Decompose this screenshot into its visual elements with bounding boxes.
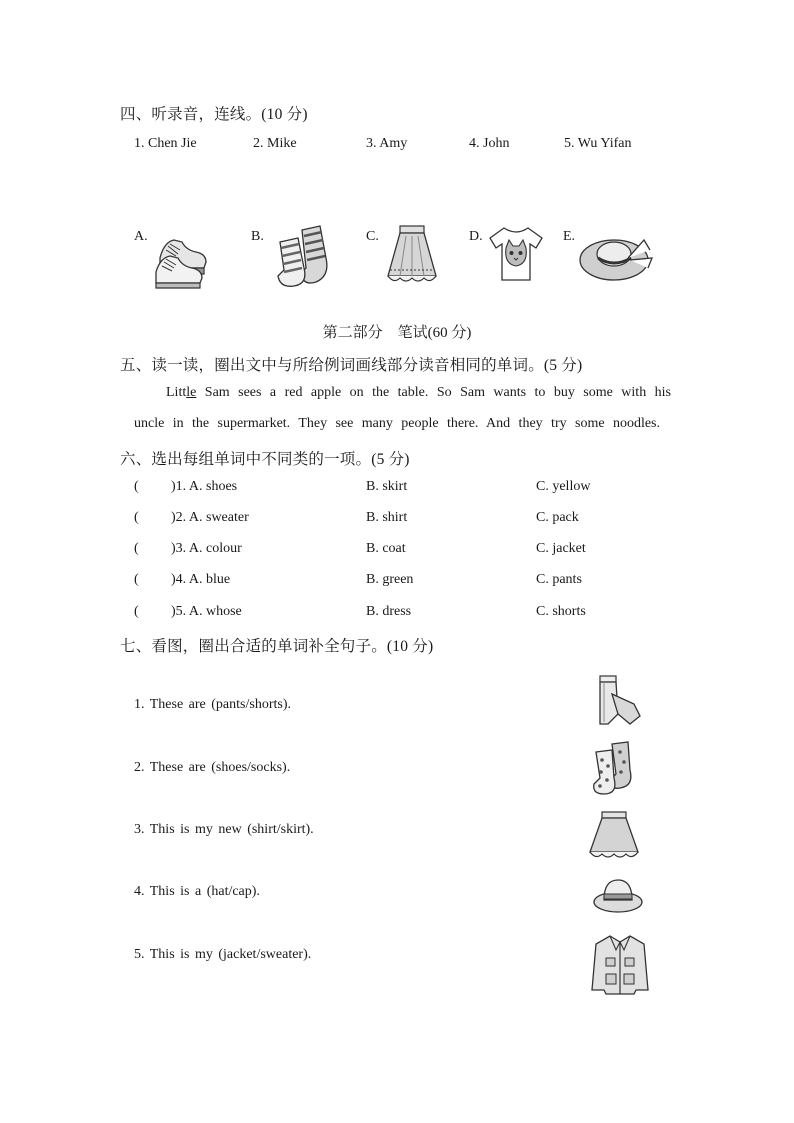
example-word-prefix: Litt <box>166 385 187 400</box>
part4-heading: 四、听录音，连线。(10 分) <box>120 106 308 123</box>
sneakers-icon <box>152 228 212 290</box>
skirt-icon <box>586 810 642 862</box>
socks-icon <box>590 740 640 796</box>
cat-tshirt-icon <box>488 224 544 282</box>
answer-paren: ( <box>134 479 139 494</box>
letter-d: D. <box>469 229 483 244</box>
answer-paren: ( <box>134 572 139 587</box>
part7-heading: 七、看图，圈出合适的单词补全句子。(10 分) <box>120 638 434 655</box>
answer-paren: ( <box>134 541 139 556</box>
letter-b: B. <box>251 229 264 244</box>
option-b: B. skirt <box>366 479 408 494</box>
question-option-a: )1. A. shoes <box>171 479 238 494</box>
hat-icon <box>592 874 644 916</box>
answer-paren: ( <box>134 604 139 619</box>
sentence-3: 3. This is my new (shirt/skirt). <box>134 822 314 837</box>
name-4: 4. John <box>469 136 510 151</box>
option-b: B. dress <box>366 604 412 619</box>
part5-line1 <box>166 385 671 401</box>
answer-paren: ( <box>134 510 139 525</box>
question-option-a: )3. A. colour <box>171 541 242 556</box>
question-option-a: )5. A. whose <box>171 604 242 619</box>
sentence-1: 1. These are (pants/shorts). <box>134 697 291 712</box>
letter-c: C. <box>366 229 379 244</box>
jacket-icon <box>590 932 650 996</box>
question-option-a: )2. A. sweater <box>171 510 249 525</box>
option-b: B. shirt <box>366 510 408 525</box>
sentence-4: 4. This is a (hat/cap). <box>134 884 260 899</box>
option-c: C. shorts <box>536 604 586 619</box>
name-3: 3. Amy <box>366 136 408 151</box>
name-5: 5. Wu Yifan <box>564 136 632 151</box>
option-b: B. green <box>366 572 414 587</box>
option-b: B. coat <box>366 541 406 556</box>
option-c: C. jacket <box>536 541 586 556</box>
sentence-5: 5. This is my (jacket/sweater). <box>134 947 312 962</box>
sentence-2: 2. These are (shoes/socks). <box>134 760 291 775</box>
option-c: C. yellow <box>536 479 591 494</box>
socks-icon <box>272 224 334 290</box>
part5-line2: uncle in the supermarket. They see many people there. And they try some noodles. <box>134 416 660 431</box>
option-c: C. pack <box>536 510 579 525</box>
skirt-icon <box>384 224 440 288</box>
name-2: 2. Mike <box>253 136 297 151</box>
option-c: C. pants <box>536 572 582 587</box>
question-option-a: )4. A. blue <box>171 572 231 587</box>
sun-hat-icon <box>578 228 658 284</box>
letter-a: A. <box>134 229 148 244</box>
pants-icon <box>594 674 644 728</box>
example-word-underlined: le <box>186 385 197 400</box>
letter-e: E. <box>563 229 576 244</box>
part5-heading: 五、读一读，圈出文中与所给例词画线部分读音相同的单词。(5 分) <box>120 357 583 374</box>
part2-title: 第二部分 笔试(60 分) <box>322 325 472 341</box>
part5-line1-rest: Sam sees a red apple on the table. So Sam wants to buy some with his <box>196 385 671 400</box>
name-1: 1. Chen Jie <box>134 136 197 151</box>
part6-heading: 六、选出每组单词中不同类的一项。(5 分) <box>120 451 410 468</box>
